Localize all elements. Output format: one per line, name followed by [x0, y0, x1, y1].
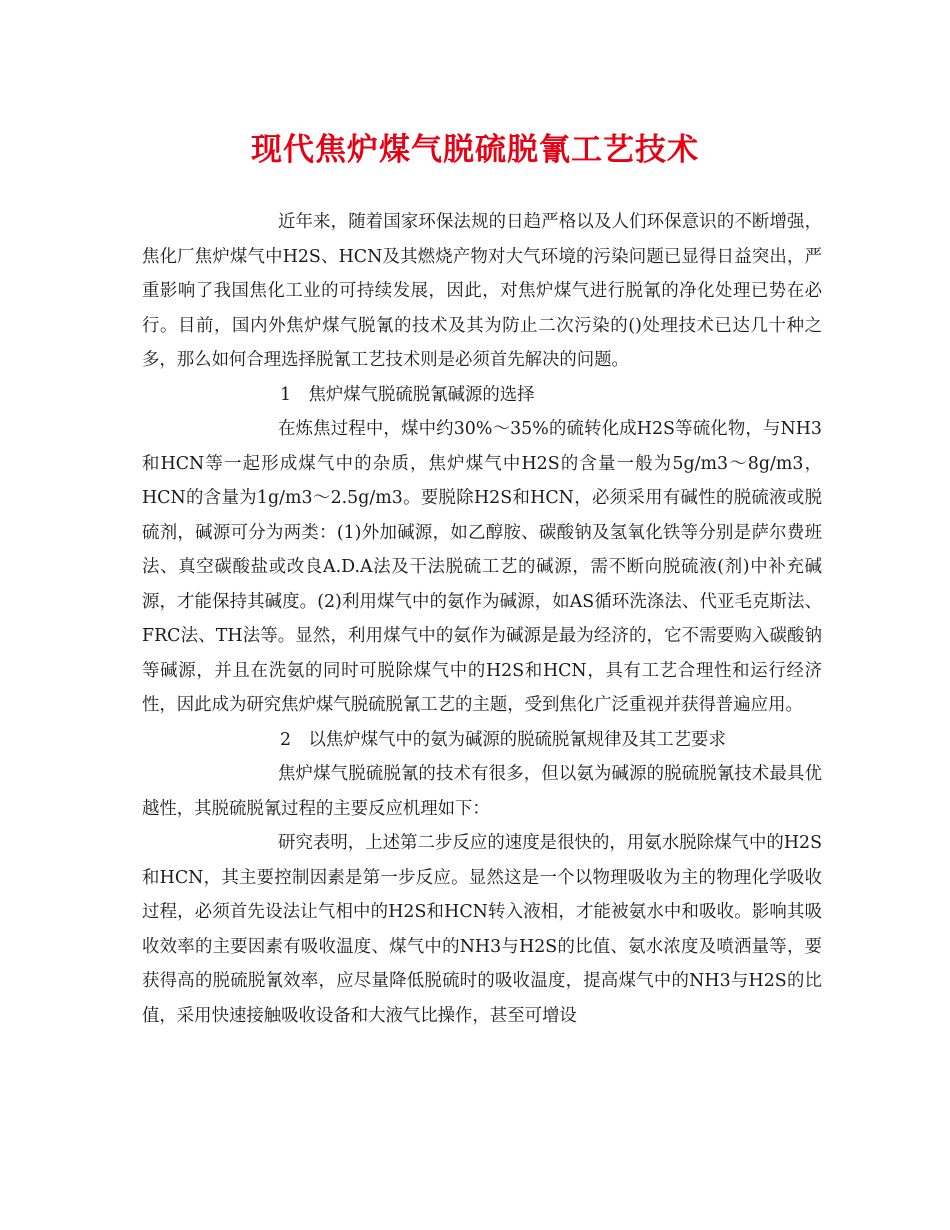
- section-heading-2: 2 以焦炉煤气中的氨为碱源的脱硫脱氰规律及其工艺要求: [280, 729, 726, 750]
- document-body: [142, 205, 822, 1033]
- paragraph-intro: 近年来，随着国家环保法规的日趋严格以及人们环保意识的不断增强，焦化厂焦炉煤气中H2S、HCN及其燃烧产物对大气环境的污染问题已显得日益突出，严重影响了我国焦化工业的可持续发展，因此，对焦炉煤气进行脱氰的净化处理已势在必行。目前，国内外焦炉煤气脱氰的技术及其为防止二次污染的()处理技术已达几十种之多，那么如何合理选择脱氰工艺技术则是必须首先解决的问题。: [142, 212, 822, 370]
- section-heading-1: 1 焦炉煤气脱硫脱氰碱源的选择: [280, 384, 535, 405]
- paragraph-alkali-source: 在炼焦过程中，煤中约30%～35%的硫转化成H2S等硫化物，与NH3和HCN等一起形成煤气中的杂质，焦炉煤气中H2S的含量一般为5g/m3～8g/m3，HCN的含量为1g/m3～2.5g/m3。要脱除H2S和HCN，必须采用有碱性的脱硫液或脱硫剂，碱源可分为两类：(1)外加碱源，如乙醇胺、碳酸钠及氢氧化铁等分别是萨尔费班法、真空碳酸盐或改良A.D.A法及干法脱硫工艺的碱源，需不断向脱硫液(剂)中补充碱源，才能保持其碱度。(2)利用煤气中的氨作为碱源，如AS循环洗涤法、代亚毛克斯法、FRC法、TH法等。显然，利用煤气中的氨作为碱源是最为经济的，它不需要购入碳酸钠等碱源，并且在洗氨的同时可脱除煤气中的H2S和HCN，具有工艺合理性和运行经济性，因此成为研究焦炉煤气脱硫脱氰工艺的主题，受到焦化广泛重视并获得普遍应用。: [142, 419, 822, 715]
- document-title: 现代焦炉煤气脱硫脱氰工艺技术: [251, 132, 699, 168]
- paragraph-research-findings: 研究表明，上述第二步反应的速度是很快的，用氨水脱除煤气中的H2S和HCN，其主要控制因素是第一步反应。显然这是一个以物理吸收为主的物理化学吸收过程，必须首先设法让气相中的H2S和HCN转入液相，才能被氨水中和吸收。影响其吸收效率的主要因素有吸收温度、煤气中的NH3与H2S的比值、氨水浓度及喷洒量等，要获得高的脱硫脱氰效率，应尽量降低脱硫时的吸收温度，提高煤气中的NH3与H2S的比值，采用快速接触吸收设备和大液气比操作，甚至可增设: [142, 833, 822, 1026]
- paragraph-reaction-mechanism: 焦炉煤气脱硫脱氰的技术有很多，但以氨为碱源的脱硫脱氰技术最具优越性，其脱硫脱氰过程的主要反应机理如下：: [142, 764, 822, 819]
